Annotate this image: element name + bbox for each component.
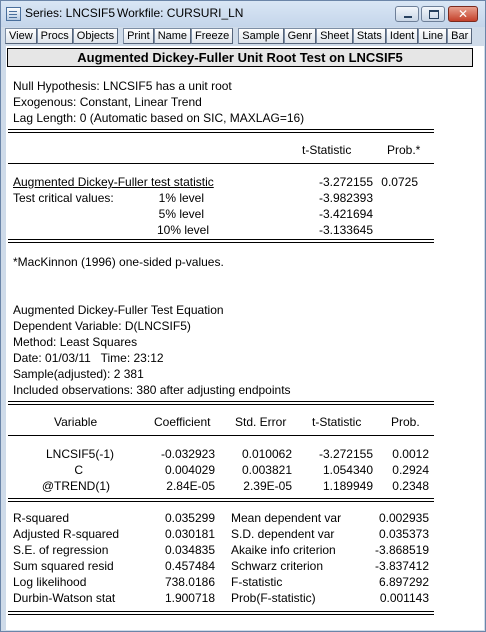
stat-value: 0.035373 (378, 527, 429, 541)
coef-row-std-error: 0.003821 (241, 463, 292, 477)
minimize-icon (396, 7, 418, 21)
sample-adjusted: Sample(adjusted): 2 381 (13, 367, 144, 381)
stat-value: 6.897292 (378, 575, 429, 589)
stat-label: Durbin-Watson stat (13, 591, 116, 605)
mackinnon-footnote: *MacKinnon (1996) one-sided p-values. (13, 255, 224, 269)
exogenous: Exogenous: Constant, Linear Trend (13, 95, 202, 109)
close-button[interactable] (448, 6, 478, 22)
output-header-title: Augmented Dickey-Fuller Unit Root Test on LNCSIF5 (7, 48, 473, 67)
null-hypothesis: Null Hypothesis: LNCSIF5 has a unit root (13, 79, 232, 93)
ident-button[interactable]: Ident (386, 28, 418, 44)
title-bar[interactable] (1, 1, 485, 27)
maximize-icon (422, 7, 444, 21)
coef-col-prob: Prob. (391, 415, 420, 429)
stat-label: Mean dependent var (231, 511, 342, 525)
stat-label: Adjusted R-squared (13, 527, 120, 541)
stat-value: 0.030181 (164, 527, 215, 541)
level-10-label: 10% level (156, 223, 209, 237)
stat-label: Prob(F-statistic) (231, 591, 316, 605)
adf-statistic-label: Augmented Dickey-Fuller test statistic (13, 175, 214, 189)
col-header-tstat: t-Statistic (302, 143, 352, 157)
minimize-button[interactable] (395, 6, 419, 22)
col-header-prob: Prob.* (387, 143, 421, 157)
critical-values-label: Test critical values: (13, 191, 114, 205)
sheet-button[interactable]: Sheet (316, 28, 353, 44)
dependent-variable: Dependent Variable: D(LNCSIF5) (13, 319, 191, 333)
output-view (6, 46, 484, 630)
rule-line (8, 498, 434, 499)
level-1-value: -3.982393 (318, 191, 373, 205)
window-title-workfile: Workfile: CURSURI_LN (117, 6, 244, 20)
stat-value: 0.457484 (164, 559, 215, 573)
coef-col-variable: Variable (54, 415, 98, 429)
equation-title: Augmented Dickey-Fuller Test Equation (13, 303, 224, 317)
coef-row-std-error: 0.010062 (241, 447, 292, 461)
rule-line (8, 611, 434, 612)
coef-row-variable: C (74, 463, 83, 477)
level-5-value: -3.421694 (318, 207, 373, 221)
coef-row-std-error: 2.39E-05 (243, 479, 292, 493)
maximize-button[interactable] (421, 6, 445, 22)
coef-col-tstat: t-Statistic (312, 415, 362, 429)
stat-label: Schwarz criterion (231, 559, 324, 573)
rule-line (8, 401, 434, 402)
name-button[interactable]: Name (154, 28, 191, 44)
rule-line (8, 501, 434, 502)
level-1-label: 1% level (158, 191, 204, 205)
freeze-button[interactable]: Freeze (191, 28, 233, 44)
window-title-series: Series: LNCSIF5 (25, 6, 116, 20)
coef-row-prob: 0.0012 (392, 447, 429, 461)
coef-row-tstat: 1.054340 (322, 463, 373, 477)
rule-line (8, 129, 434, 130)
stat-value: -3.868519 (374, 543, 429, 557)
genr-button[interactable]: Genr (284, 28, 316, 44)
stat-value: 0.034835 (164, 543, 215, 557)
sample-button[interactable]: Sample (238, 28, 283, 44)
stat-value: 738.0186 (164, 575, 215, 589)
objects-button[interactable]: Objects (73, 28, 118, 44)
stat-label: Log likelihood (13, 575, 87, 589)
coef-row-variable: @TREND(1) (41, 479, 110, 493)
coef-row-tstat: -3.272155 (318, 447, 373, 461)
coef-row-coefficient: 0.004029 (164, 463, 215, 477)
rule-line (8, 435, 434, 436)
rule-line (8, 132, 434, 133)
rule-line (8, 239, 434, 240)
stat-value: 0.035299 (164, 511, 215, 525)
stat-label: Akaike info criterion (231, 543, 336, 557)
coef-row-variable: LNCSIF5(-1) (45, 447, 114, 461)
series-window-icon (6, 7, 21, 21)
stat-value: 0.002935 (378, 511, 429, 525)
stat-label: S.E. of regression (13, 543, 109, 557)
date-time: Date: 01/03/11 Time: 23:12 (13, 351, 164, 365)
rule-line (8, 614, 434, 615)
rule-line (8, 242, 434, 243)
coef-row-coefficient: -0.032923 (160, 447, 215, 461)
coef-col-coefficient: Coefficient (154, 415, 211, 429)
close-icon: ✕ (457, 7, 469, 21)
bar-button[interactable]: Bar (447, 28, 472, 44)
included-observations: Included observations: 380 after adjusting endpoints (13, 383, 291, 397)
stat-value: -3.837412 (374, 559, 429, 573)
adf-tstat-value: -3.272155 (318, 175, 373, 189)
stat-value: 1.900718 (164, 591, 215, 605)
rule-line (8, 404, 434, 405)
stat-label: S.D. dependent var (231, 527, 335, 541)
stats-button[interactable]: Stats (353, 28, 386, 44)
method: Method: Least Squares (13, 335, 138, 349)
level-5-label: 5% level (158, 207, 204, 221)
print-button[interactable]: Print (123, 28, 154, 44)
level-10-value: -3.133645 (318, 223, 373, 237)
rule-line (8, 163, 434, 164)
coef-row-prob: 0.2348 (392, 479, 429, 493)
coef-col-std-error: Std. Error (235, 415, 287, 429)
coef-row-prob: 0.2924 (392, 463, 429, 477)
view-button[interactable]: View (5, 28, 37, 44)
series-toolbar (5, 28, 472, 44)
stat-label: Sum squared resid (13, 559, 114, 573)
coef-row-coefficient: 2.84E-05 (166, 479, 215, 493)
stat-label: R-squared (13, 511, 70, 525)
adf-prob-value: 0.0725 (381, 175, 418, 189)
coef-row-tstat: 1.189949 (322, 479, 373, 493)
line-button[interactable]: Line (418, 28, 447, 44)
stat-label: F-statistic (231, 575, 283, 589)
procs-button[interactable]: Procs (37, 28, 73, 44)
lag-length: Lag Length: 0 (Automatic based on SIC, MAXLAG=16) (13, 111, 305, 125)
stat-value: 0.001143 (379, 591, 429, 605)
